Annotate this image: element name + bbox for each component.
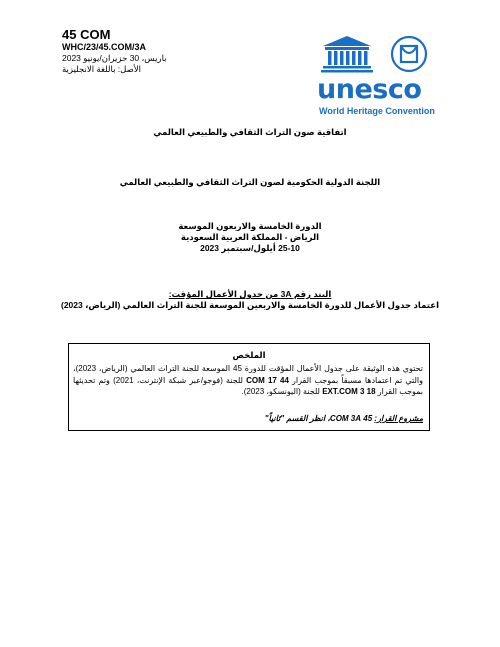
draft-decision-line — [73, 414, 423, 423]
agenda-item-title: اعتماد جدول الأعمال للدورة الخامسة والاربعين الموسعة للجنة التراث العالمي (الرياض، 2023) — [60, 300, 439, 310]
draft-decision-text: 45 COM 3A، انظر القسم "ثانياً" — [264, 414, 375, 423]
decision-reference: 18 EXT.COM 3 — [322, 387, 376, 396]
session-title: الدورة الخامسة والاربعون الموسعة — [178, 221, 322, 231]
decision-reference: 44 COM 17 — [246, 375, 289, 385]
document-header — [62, 27, 222, 75]
summary-box — [68, 343, 430, 431]
agenda-item-number: البند رقم 3A من جدول الأعمال المؤقت: — [168, 289, 332, 299]
summary-heading: الملخص — [232, 350, 266, 360]
session-venue: الرياض - المملكة العربية السعودية — [180, 232, 320, 242]
summary-text — [73, 363, 423, 398]
unesco-wordmark: unesco — [317, 74, 422, 105]
convention-title: اتفاقية صون التراث الثقافي والطبيعي العالمي — [153, 127, 347, 137]
document-date: باريس، 30 حزيران/يونيو 2023 — [62, 53, 167, 63]
summary-text-part: للجنة (فوجو/عبر شبكة الإنترنت، 2021) وتم تحديثها بموجب القرار — [73, 375, 423, 396]
summary-text-part: للجنة (اليونسكو، 2023). — [241, 387, 323, 396]
session-dates: 25-10 أيلول/سبتمبر 2023 — [200, 243, 300, 253]
draft-decision-label: مشروع القرار: — [374, 414, 423, 423]
committee-title: اللجنة الدولية الحكومية لصون التراث الثقافي والطبيعي العالمي — [119, 177, 381, 187]
session-code: 45 COM — [62, 27, 111, 42]
unesco-emblem-icon — [313, 32, 443, 76]
original-language-note: الأصل: باللغة الانجليزية — [62, 64, 142, 74]
world-heritage-convention-label: World Heritage Convention — [319, 106, 435, 116]
unesco-whc-logo — [313, 32, 443, 116]
summary-text-part: تحتوي هذه الوثيقة على جدول الأعمال المؤقت للدورة 45 الموسعة للجنة التراث العالمي (الرياض، 2023)، والتي تم اعتمادها مسبقاً بموجب القرار — [73, 364, 423, 385]
document-reference: WHC/23/45.COM/3A — [62, 42, 147, 52]
